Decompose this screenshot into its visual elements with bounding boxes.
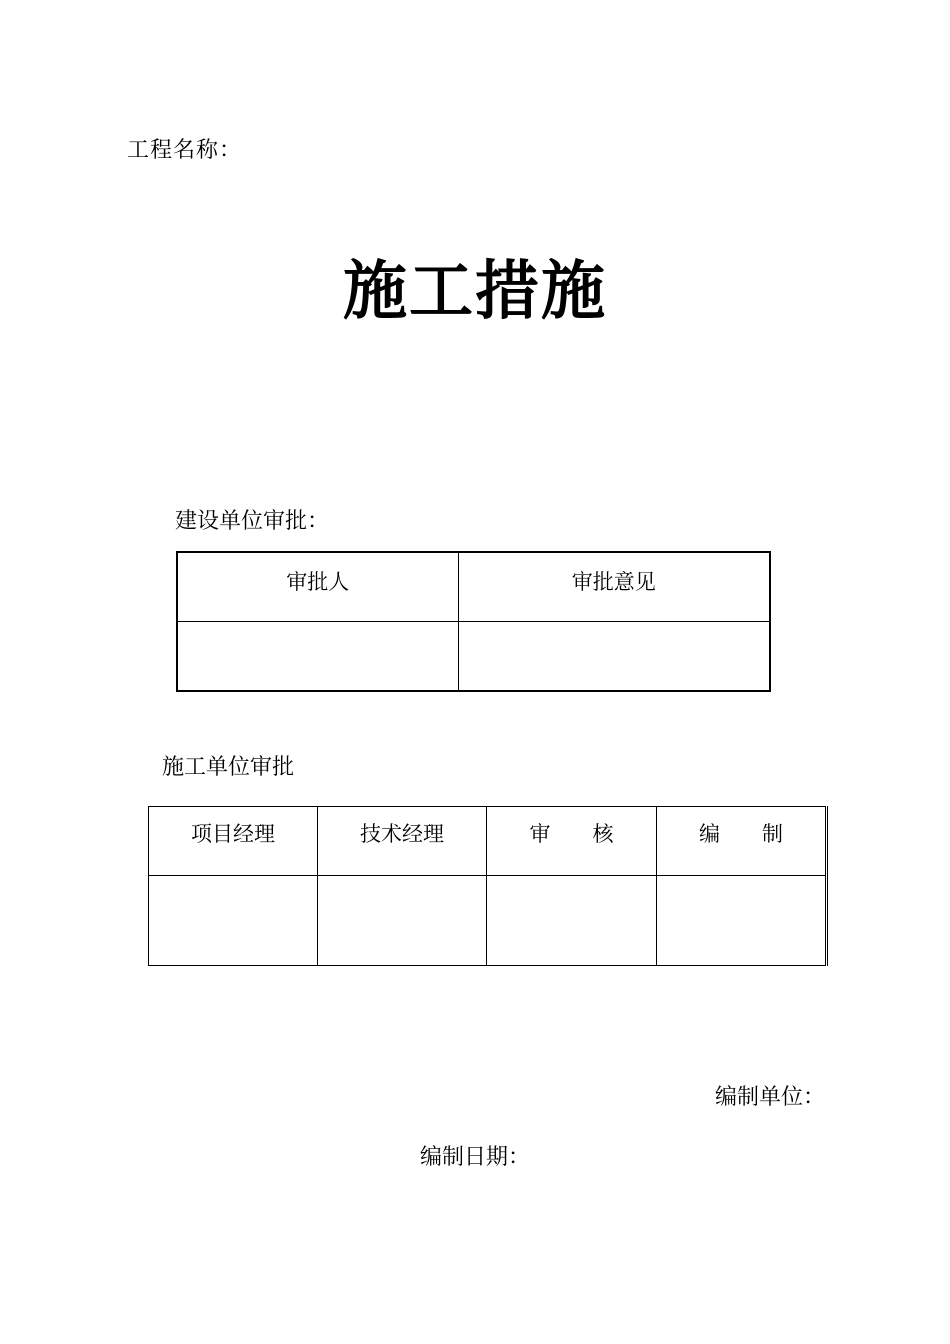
opinion-header: 审批意见: [571, 570, 656, 594]
approver-header: 审批人: [286, 570, 350, 594]
table-header-row: [149, 807, 827, 876]
table-row: [177, 622, 770, 692]
owner-approval-label: 建设单位审批：: [175, 509, 330, 534]
approver-cell[interactable]: [177, 622, 458, 692]
reviewer-header-cell: [487, 807, 657, 876]
approver-header-cell: [177, 552, 458, 622]
document-title: 施工措施: [343, 255, 607, 329]
preparer-header-cell: [657, 807, 827, 876]
project-manager-cell[interactable]: [149, 876, 318, 966]
table-header-row: [177, 552, 770, 622]
contractor-approval-label: 施工单位审批: [162, 755, 295, 780]
project-name-label: 工程名称：: [127, 138, 243, 163]
prepared-date-label: 编制日期：: [419, 1145, 530, 1170]
opinion-header-cell: [458, 552, 770, 622]
preparer-header: 编 制: [699, 822, 783, 846]
technical-manager-header-cell: [318, 807, 487, 876]
reviewer-cell[interactable]: [487, 876, 657, 966]
table-row: [149, 876, 827, 966]
opinion-cell[interactable]: [458, 622, 770, 692]
technical-manager-cell[interactable]: [318, 876, 487, 966]
preparer-cell[interactable]: [657, 876, 827, 966]
contractor-approval-table: [148, 806, 828, 966]
project-manager-header-cell: [149, 807, 318, 876]
prepared-by-label: 编制单位：: [714, 1085, 825, 1110]
owner-approval-table: [176, 551, 771, 692]
project-manager-header: 项目经理: [191, 822, 275, 846]
reviewer-header: 审 核: [529, 822, 614, 846]
technical-manager-header: 技术经理: [360, 822, 444, 846]
